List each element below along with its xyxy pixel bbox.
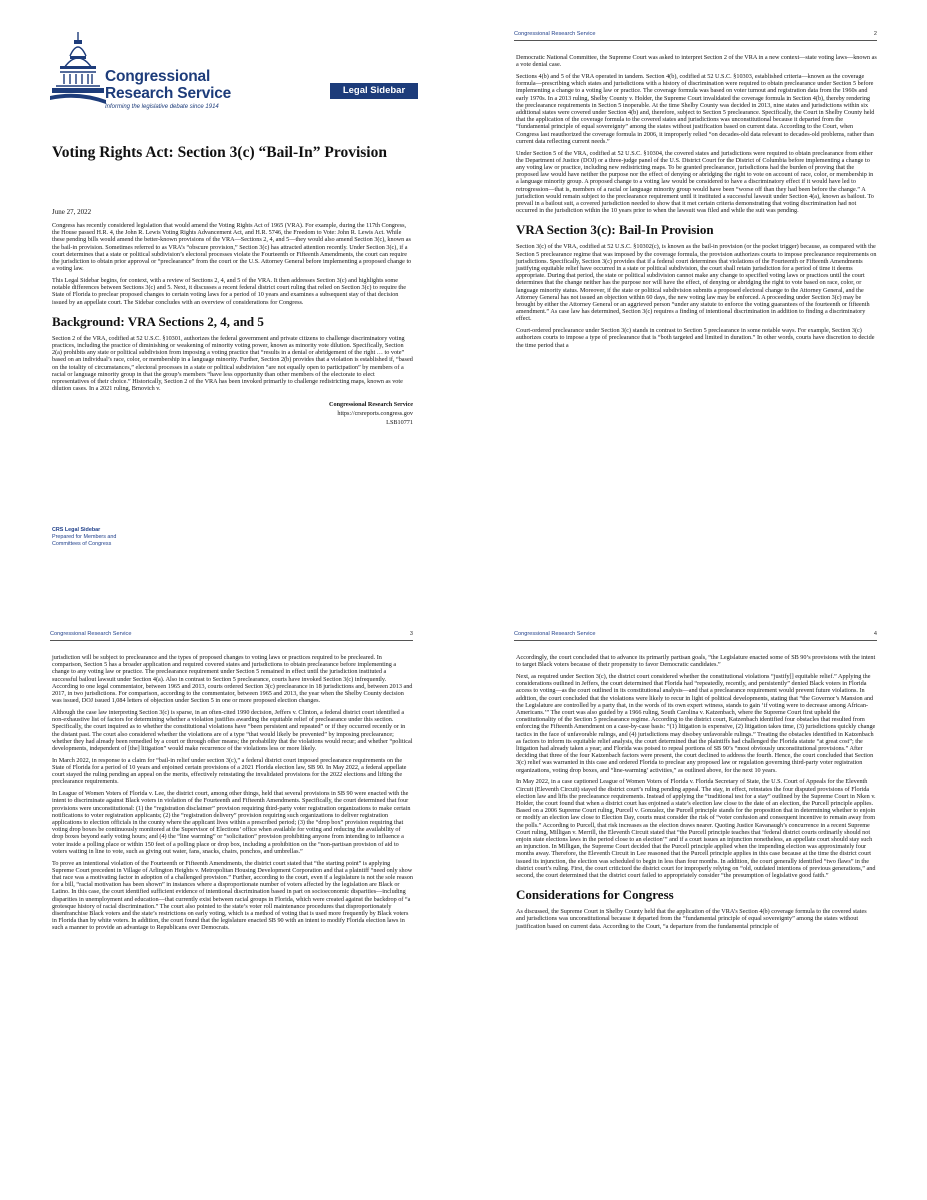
paragraph: Section 3(c) of the VRA, codified at 52 U.S.C. §10302(c), is known as the bail-in provision (or the pocket trigger) because, as compared with the Section 5 preclearance regime that was imposed by the coverage formula, the provision authorizes courts to impose preclearance requirements on jurisdictions. Specifically, Section 3(c) provides that if a federal court determines that violations of the Fourteenth or Fifteenth Amendments justifying equitable relief have occurred in a state or political subdivision, the court shall retain jurisdiction for a period of time it deems appropriate. During that period, the state or political subdivision cannot make any change to specified voting laws or practices until the court determines that the change neither has the purpose nor will have the effect, of denying or abridging the right to vote based on race, color, or language minority status. Moreover, if the state or political subdivision submits a proposed electoral change to the Attorney General, and the Attorney General has not issued an objection within 60 days, the new voting law may be enforced. A proceeding under Section 3(c) may be brought by either the Attorney General or an aggrieved person “under any statute to enforce the voting guarantees of the fourteenth or fifteenth amendment.” As case law has determined, Section 3(c) requires a finding of intentional discrimination in addition to finding a discriminatory effect. [516,243,877,323]
section-heading: VRA Section 3(c): Bail-In Provision [516,222,714,238]
page-number: 4 [873,631,877,637]
footer-line: Committees of Congress [52,541,112,547]
logo-wordmark-line1: Congressional [105,68,211,85]
document-title: Voting Rights Act: Section 3(c) “Bail-In” Provision [52,144,387,161]
paragraph: Next, as required under Section 3(c), the district court considered whether the constitutional violations “justify[] equitable relief.” Applying the considerations outlined in Jeffers, the court determined that Florida had “repeatedly, recently, and persistently” denied Black voters in Florida access to voting—as the court outlined in its constitutional analysis—and that a preclearance requirement would prevent future violations. In addition, the court concluded that the violations were likely to recur in light of political developments, stating that “the Governor’s Mansion and the Legislature are controlled by a party that, in the words of its own expert witness, stands to gain ‘if voting were to decrease among African-Americans.’” The court was also guided by a 1966 ruling, South Carolina v. Katzenbach, where the Supreme Court first upheld the constitutionality of the Section 5 preclearance regime. According to the district court, Katzenbach identified four obstacles that resulted from enforcing the Fifteenth Amendment on a case-by-case basis: “(1) litigation is expensive, (2) litigation takes time, (3) jurisdictions quickly change tactics in the face of unfavorable rulings, and (4) jurisdictions may disobey unfavorable rulings.” Treating the obstacles identified in Katzenbach as factors to inform its equitable relief analysis, the court determined that the plaintiffs had challenged the Florida statute “at great cost”; the litigation had already taken a year; and Florida was poised to repeal portions of SB 90’s “most obviously unconstitutional provisions.” After deciding that three of the four Katzenbach factors were present, the court declined to address the fourth. Hence, the court concluded that Section 3(c) relief was warranted in this case and ordered Florida to preclear any proposed law or regulation governing third-party voter registration organizations, voting drop boxes, and “line-warming’ activities,” as outlined above, for the next 10 years. [516,673,876,774]
signature-id: LSB10771 [386,419,413,427]
running-header [514,31,877,41]
footer-line: CRS Legal Sidebar [52,527,101,533]
paragraph: Although the case law interpreting Section 3(c) is sparse, in an often-cited 1990 decision, Jeffers v. Clinton, a federal district court identified a non-exhaustive list of factors for determining whether a violation justifies awarding the equitable relief of preclearance under this section. Specifically, the court inquired as to whether the constitutional violations have “been persistent and repeated” or if they occurred recently or in the distant past. The court also considered whether the violations are of a type “that would likely be prevented” by imposing preclearance; whether they had already been remedied by a court or through other means; the probability that the violations would recur; and whether “political developments, independent of [the] litigation” would make recurrence of the violations less or more likely. [52,709,413,753]
paragraph: Accordingly, the court concluded that to advance its primarily partisan goals, “the Legislature enacted some of SB 90’s provisions with the intent to target Black voters because of their propensity to favor Democratic candidates.” [516,654,876,669]
header-label: Congressional Research Service [514,31,596,37]
page-number: 2 [873,31,877,37]
page-4 [464,600,927,1200]
crs-logo [50,28,280,114]
paragraph: This Legal Sidebar begins, for context, with a review of Sections 2, 4, and 5 of the VRA. It then addresses Section 3(c) and highlights some notable differences between Sections 3(c) and 5. Next, it discusses a recent federal district court ruling that relied on Section 3(c) to require the State of Florida to preclear proposed changes to certain voting laws for a period of 10 years and examines a subsequent stay of that decision issued by an appellate court. The Sidebar concludes with an overview of considerations for Congress. [52,277,406,306]
paragraph: Congress has recently considered legislation that would amend the Voting Rights Act of 1965 (VRA). For example, during the 117th Congress, the House passed H.R. 4, the John R. Lewis Voting Rights Advancement Act, and H.R. 5746, the Freedom to Vote: John R. Lewis Act. While these pending bills would amend the better-known provisions of the VRA—Sections 2, 4, and 5—they would also amend Section 3(c), known as the bail-in provision. Sometimes referred to as VRA’s “obscure provision,” Section 3(c) has attracted attention recently. Under Section 3(c), if a court determines that a state or political subdivision’s electoral processes violate the Fourteenth or Fifteenth Amendments, the court can require the jurisdiction to obtain prior approval or “preclearance” from the court or the U.S. Attorney General before implementing a proposed change to a voting law. [52,222,412,273]
paragraph: Sections 4(b) and 5 of the VRA operated in tandem. Section 4(b), codified at 52 U.S.C. §10303, established criteria—known as the coverage formula—prescribing which states and jurisdictions with a history of discrimination were required to obtain preclearance under Section 5 before implementing a change to a voting law or practice. The coverage formula was based on voter turnout and registration data from the 1960s and early 1970s. In a 2013 ruling, Shelby County v. Holder, the Supreme Court invalidated the coverage formula in Section 4(b), thereby rendering the preclearance requirements in Section 5 inoperable. At the time Shelby County was decided in 2013, nine states and jurisdictions within six additional states were covered under Section 4(b) and, therefore, subject to Section 5 preclearance. Specifically, the Court in Shelby County held that the application of the coverage formula to the covered states and jurisdictions was unconstitutional because it departed from the “fundamental principle of equal sovereignty” among the states without justification based on current data. According to the Court, when Congress last reauthorized the coverage formula in 2006, it improperly relied “on decades-old data relevant to decades-old problems, rather than current data reflecting current needs.” [516,73,875,145]
page-4-body [516,654,877,934]
paragraph: To prove an intentional violation of the Fourteenth or Fifteenth Amendments, the district court stated that “the starting point” is applying Supreme Court precedent in Village of Arlington Heights v. Metropolitan Housing Development Corporation and that a plaintiff “need only show that race was a motivating factor in adoption of a challenged provision.” Further, according to the court, even if a legislature is not the sole reason for a bill, “racial motivation has been shown” in instances where a disproportionate number of voters affected by the legislation are Black or Latino. In this case, the court identified sufficient evidence of intentional discrimination based in part on socioeconomic disparities—including disparities in unemployment and education—that currently exist between racial groups in Florida, which were created against the backdrop of “a grotesque history of racial discrimination.” The court also pointed to the state’s voter roll maintenance procedures that disproportionately disenfranchise Black voters and the state’s restrictions on early voting, which is a method of voting that is used more frequently by Black voters in Florida than by white voters. In addition, the court found that the legislature enacted SB 90 with an intent to modify Florida election laws in such a manner to provide an advantage to Republicans over Democrats. [52,859,413,932]
legal-sidebar-badge: Legal Sidebar [330,83,418,99]
page-1-body [52,222,413,427]
page-1-footer [52,527,116,548]
paragraph: Court-ordered preclearance under Section 3(c) stands in contrast to Section 5 preclearance in some notable ways. For example, Section 3(c) authorizes courts to impose a type of preclearance that is “both targeted and limited in duration.” In other words, courts have discretion to decide the time period that a [516,327,875,349]
signature-org: Congressional Research Service [329,401,413,409]
running-header [50,631,413,641]
paragraph: Under Section 5 of the VRA, codified at 52 U.S.C. §10304, the covered states and jurisdictions were required to obtain preclearance from either the Department of Justice (DOJ) or a three-judge panel of the U.S. District Court for the District of Columbia before implementing a change to any voting law or practice, including new redistricting maps. To be granted preclearance, jurisdictions had the burden of proving that the proposed law would have neither the purpose nor the effect of denying or abridging the right to vote on account of race, color, or membership in a language minority group. A proposed change to a voting law would be considered to have a discriminatory effect if it would have led to retrogression—that is, members of a racial or language minority group would have been “worse off than they had been before the change.” A jurisdiction would remain subject to the preclearance requirement until it instituted a successful lawsuit under Section 4(a), known as bailout. To prevail in a bailout suit, a covered jurisdiction needed to show that it met certain criteria demonstrating that voting discrimination had not occurred in the jurisdiction within the 10 years prior to when the lawsuit was filed and while the suit was pending. [516,149,874,215]
section-heading: Considerations for Congress [516,887,674,903]
capitol-dome-icon [50,28,106,108]
paragraph: Democratic National Committee, the Supreme Court was asked to interpret Section 2 of the VRA in a new context—state voting laws—known as a vote denial case. [516,54,877,69]
logo-tagline: Informing the legislative debate since 1914 [105,104,219,110]
paragraph: In League of Women Voters of Florida v. Lee, the district court, among other things, held that several provisions in SB 90 were enacted with the intent to discriminate against Black voters in violation of the Fourteenth and Fifteenth Amendments. Specifically, the court determined that four provisions were unconstitutional: (1) the “registration disclaimer” provision requiring third-party voter registration organizations to make certain notifications to voter registration applicants; (2) the “registration delivery” provision requiring such organizations to deliver registration applications to election officials in the county where the applicant lives within a prescribed period; (3) the “drop box” provision requiring that voting drop boxes be continuously monitored at the Supervisor of Elections’ office when available for voting and reducing the availability of drop boxes beyond early voting hours; and (4) the “line warming” or “solicitation” provision prohibiting anyone from intending to influence a voter inside a polling place or within 150 feet of a polling place or drop box, including a prohibition on the “non-partisan provision of aid to voters waiting in line to vote, such as giving out water, fans, snacks, chairs, ponchos, and umbrellas.” [52,790,411,855]
logo-wordmark-line2: Research Service [105,85,232,102]
paragraph: In March 2022, in response to a claim for “bail-in relief under section 3(c),” a federal district court imposed preclearance requirements on the State of Florida for a period of 10 years and enjoined certain provisions of a 2021 Florida election law, SB 90. In May 2022, a federal appellate court stayed the ruling pending an appeal on the merits, effectively reinstating the invalidated provisions for the 2022 elections and lifting the preclearance requirements. [52,756,407,786]
footer-line: Prepared for Members and [52,534,117,540]
page-2 [464,0,927,600]
section-heading: Background: VRA Sections 2, 4, and 5 [52,313,264,329]
page-number: 3 [409,631,413,637]
running-header [514,631,877,641]
page-3 [0,600,463,1200]
paragraph: As discussed, the Supreme Court in Shelby County held that the application of the VRA’s Section 4(b) coverage formula to the covered states and jurisdictions was unconstitutional because it departed from the “fundamental principle of equal sovereignty” among the states without justification based on current data. According to the Court, “a departure from the fundamental principle of [516,908,867,930]
page-1 [0,0,463,600]
page-3-body [52,654,413,936]
header-label: Congressional Research Service [514,631,596,637]
paragraph: jurisdiction will be subject to preclearance and the types of proposed changes to voting laws or practices required to be precleared. In comparison, Section 5 has a broader application and required covered states and jurisdictions to obtain preclearance before implementing a change to any voting law or practice. The preclearance requirement under Section 5 remained in effect until the jurisdiction instituted a successful bailout lawsuit under Section 4(a). Also in contrast to Section 5 preclearance, courts have invoked Section 3(c) infrequently. According to one legal commentator, between 1965 and 2013, courts ordered Section 3(c) preclearance in 18 jurisdictions and, between 2013 and 2017, in two jurisdictions. For comparison, according to the commentator, between 1965 and 2013, the year when the Shelby County decision was issued, DOJ issued 1,084 letters of objection under Section 5 in one or more proposed election changes. [52,654,413,705]
page-2-body [516,54,877,353]
paragraph: Section 2 of the VRA, codified at 52 U.S.C. §10301, authorizes the federal government and private citizens to challenge discriminatory voting practices, including the practice of diminishing or weakening of minority voting power, known as minority vote dilution. Specifically, Section 2(a) prohibits any state or political subdivision from imposing a voting practice that “results in a denial or abridgement of the right … to vote” based on an individual’s race, color, or membership in a language minority. Further, Section 2(b) provides that a violation is established if, “based on the totality of circumstances,” electoral processes in a state or political subdivision “are not equally open to participation” by members of a racial or language minority group in that the group’s members “have less opportunity than other members of the electorate to elect representatives of their choice.” Historically, Section 2 of the VRA has been invoked primarily to challenge redistricting maps, known as vote dilution cases. In a 2021 ruling, Brnovich v. [52,334,413,393]
signature-url[interactable]: https://crsreports.congress.gov [337,410,413,418]
paragraph: In May 2022, in a case captioned League of Women Voters of Florida v. Florida Secretary of State, the U.S. Court of Appeals for the Eleventh Circuit (Eleventh Circuit) stayed the district court’s ruling pending appeal. The stay, in effect, reinstates the four disputed provisions of Florida election law and lifts the preclearance requirements. Instead of applying the “traditional test for a stay” outlined by the Supreme Court in Nken v. Holder, the court found that when a district court has enjoined a state’s election law close to the date of an election, the Purcell principle applies. Based on a 2006 Supreme Court ruling, Purcell v. Gonzalez, the Purcell principle stands for the proposition that in determining whether to enjoin or modify an election law close to Election Day, courts must consider the risk of “voter confusion and consequent incentive to remain away from the polls.” According to Purcell, that risk increases as the election draws nearer. Quoting Justice Kavanaugh’s concurrence in a recent Supreme Court ruling, Milligan v. Merrill, the Eleventh Circuit stated that “the Purcell principle teaches that ‘federal district courts ordinarily should not enjoin state elections laws in the period close to an election’” and if a court issues an injunction nonetheless, an appellate court should stay such an injunction. In Milligan, the Supreme Court decided that the Purcell principle applied when the impending election was approximately four months away. Therefore, the Eleventh Circuit in Lee reasoned that the Purcell principle applies in this case because at the time the district court issued its injunction, the election was scheduled to begin in less than four months. In addition, the court generally identified “two flaws” in the district court’s ruling. First, the court criticized the district court for improperly relying on “old, outdated intentions of previous generations,” and second, the court determined that the district court failed to appropriately consider “the presumption of legislative good faith.” [516,778,876,880]
header-label: Congressional Research Service [50,631,132,637]
signature-block [52,400,413,427]
document-date: June 27, 2022 [52,208,92,216]
